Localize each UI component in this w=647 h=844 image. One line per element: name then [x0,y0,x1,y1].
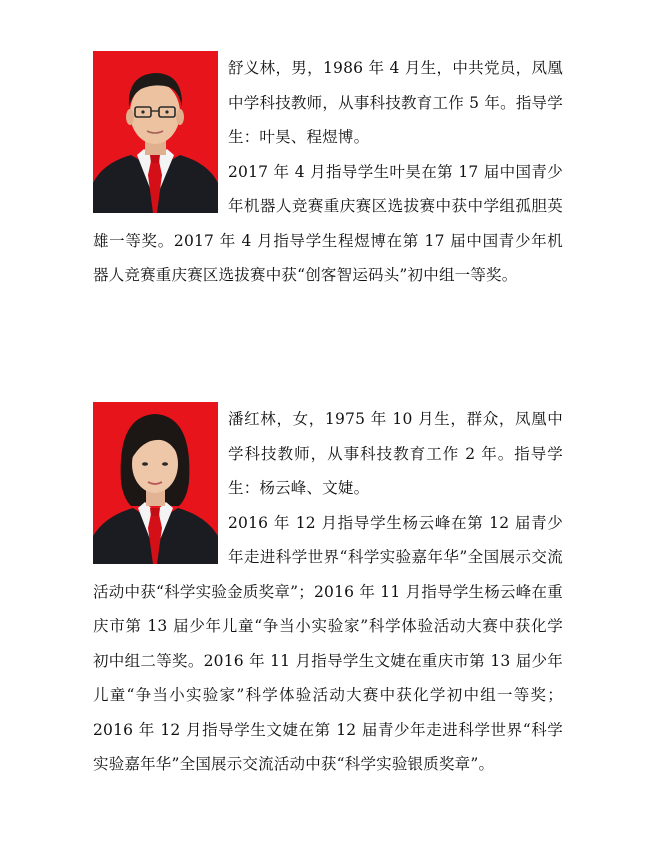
teacher-photo [93,51,218,213]
teacher-photo [93,402,218,564]
teacher-achievements: 2016 年 12 月指导学生杨云峰在第 12 届青少年走进科学世界“科学实验嘉年华”全国展示交流活动中获“科学实验金质奖章”；2016 年 11 月指导学生杨云峰在重庆市第 13 届少年儿童“争当小实验家”科学体验活动大赛中获化学初中组二等奖。2016 年 11 月指导学生文婕在重庆市第 13 届少年儿童“争当小实验家”科学体验活动大赛中获化学初中组一等奖；2016 年 12 月指导学生文婕在第 12 届青少年走进科学世界“科学实验嘉年华”全国展示交流活动中获“科学实验银质奖章”。 [93,513,563,773]
teacher-achievements: 2017 年 4 月指导学生叶昊在第 17 届中国青少年机器人竞赛重庆赛区选拔赛中获中学组孤胆英雄一等奖。2017 年 4 月指导学生程煜博在第 17 届中国青少年机器人竞赛重庆赛区选拔赛中获“创客智运码头”初中组一等奖。 [93,162,563,284]
teacher-profile-1 [93,51,563,293]
teacher-profile-2 [93,402,563,782]
teacher-intro: 潘红林，女，1975 年 10 月生，群众，凤凰中学科技教师，从事科技教育工作 2 年。指导学生：杨云峰、文婕。 [228,410,563,497]
portrait-female-icon [93,402,218,564]
portrait-male-icon [93,51,218,213]
teacher-intro: 舒义林，男，1986 年 4 月生，中共党员，凤凰中学科技教师，从事科技教育工作 5 年。指导学生：叶昊、程煜博。 [228,59,563,146]
